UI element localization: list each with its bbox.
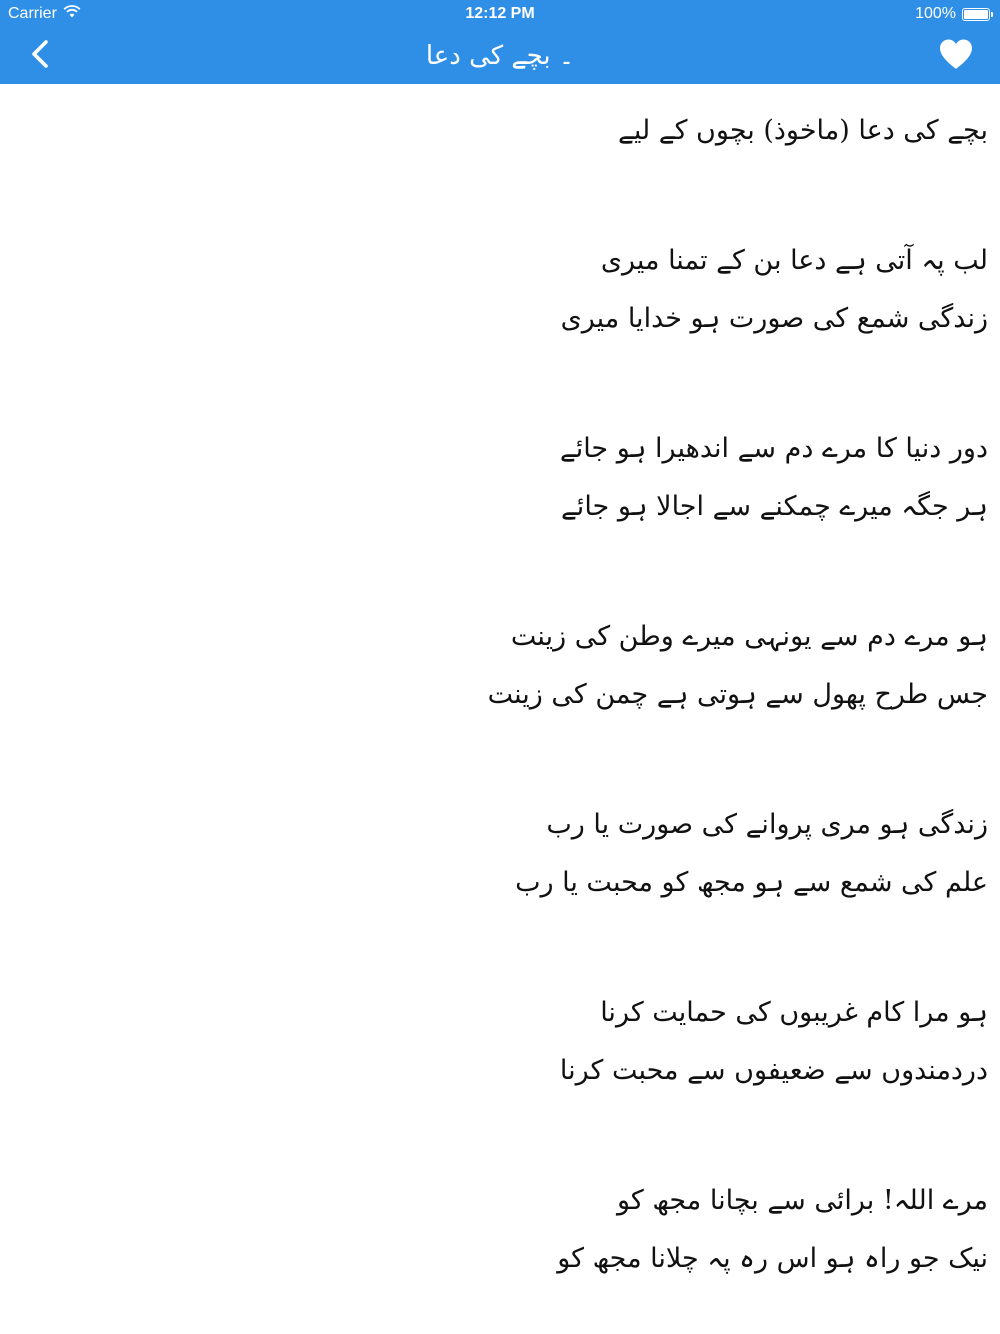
battery-icon <box>962 8 990 21</box>
stanza <box>28 232 988 348</box>
status-bar <box>0 0 1000 28</box>
status-time: 12:12 PM <box>465 5 535 22</box>
poem-line: ہو مرا کام غریبوں کی حمایت کرنا <box>600 997 988 1028</box>
poem-content <box>0 84 1000 1334</box>
poem-line: مرے اللہ! برائی سے بچانا مجھ کو <box>616 1185 988 1216</box>
poem-title: بچے کی دعا (ماخوذ) بچوں کے لیے <box>618 115 988 146</box>
poem-line: دردمندوں سے ضعیفوں سے محبت کرنا <box>559 1055 988 1086</box>
poem-line: ہر جگہ میرے چمکنے سے اجالا ہو جائے <box>560 491 988 522</box>
stanza <box>28 984 988 1100</box>
status-right <box>915 5 990 23</box>
battery-fill <box>964 10 988 19</box>
stanza <box>28 420 988 536</box>
poem-line: زندگی ہو مری پروانے کی صورت یا رب <box>546 809 988 840</box>
poem-line: لب پہ آتی ہے دعا بن کے تمنا میری <box>600 245 988 276</box>
carrier-label: Carrier <box>8 5 57 22</box>
poem-line: زندگی شمع کی صورت ہو خدایا میری <box>560 303 988 334</box>
poem-line: علم کی شمع سے ہو مجھ کو محبت یا رب <box>515 867 988 898</box>
favorite-button[interactable] <box>934 36 978 76</box>
page-title: ۔ بچے کی دعا <box>425 41 575 71</box>
poem-line: ہو مرے دم سے یونہی میرے وطن کی زینت <box>510 621 988 652</box>
back-button[interactable] <box>18 36 62 76</box>
stanza <box>28 1172 988 1288</box>
heart-icon <box>938 38 974 74</box>
chevron-left-icon <box>30 39 50 73</box>
poem-line: نیک جو راہ ہو اس رہ پہ چلانا مجھ کو <box>557 1243 988 1274</box>
stanza <box>28 608 988 724</box>
stanza <box>28 796 988 912</box>
battery-percent: 100% <box>915 5 956 22</box>
poem <box>28 102 988 1334</box>
nav-bar <box>0 28 1000 84</box>
poem-line: جس طرح پھول سے ہوتی ہے چمن کی زینت <box>487 679 988 710</box>
header <box>0 0 1000 84</box>
poem-line: دور دنیا کا مرے دم سے اندھیرا ہو جائے <box>559 433 988 464</box>
